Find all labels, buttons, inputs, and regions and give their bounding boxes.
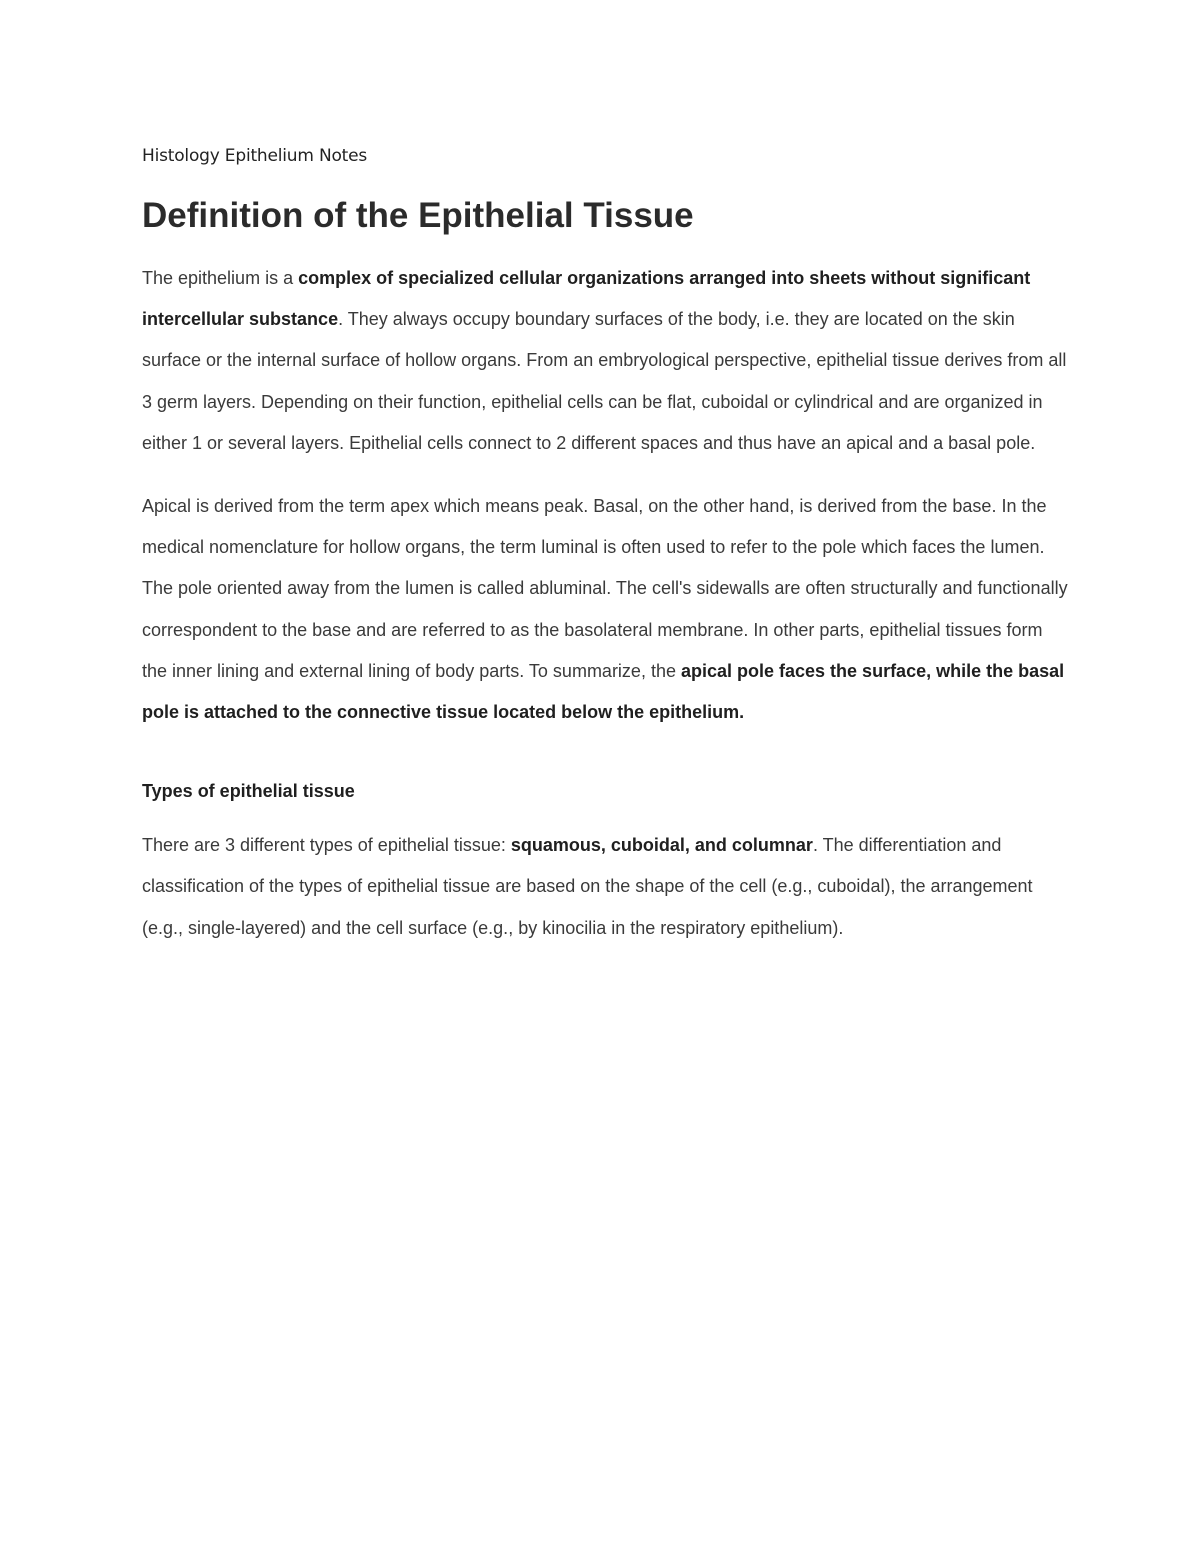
- document-body: [142, 144, 1072, 949]
- paragraph-definition: [142, 258, 1072, 464]
- paragraph-text: Apical is derived from the term apex which means peak. Basal, on the other hand, is derived from the base. In the medical nomenclature for hollow organs, the term luminal is often used to refer to the pole which faces the lumen. The pole oriented away from the lumen is called abluminal. The cell's sidewalls are often structurally and functionally correspondent to the base and are referred to as the basolateral membrane. In other parts, epithelial tissues form the inner lining and external lining of body parts. To summarize, the: [142, 496, 1068, 681]
- paragraph-apical-basal: [142, 486, 1072, 733]
- paragraph-bold-text: complex of specialized cellular organizations arranged into sheets without significant intercellular substance: [142, 268, 1031, 330]
- paragraph-types: [142, 825, 1072, 949]
- paragraph-text: . The differentiation and classification of the types of epithelial tissue are based on the shape of the cell (e.g., cuboidal), the arrangement (e.g., single-layered) and the cell surface (e.g., by kinocilia in the respiratory epithelium).: [142, 835, 1033, 938]
- paragraph-bold-text: squamous, cuboidal, and columnar: [510, 835, 813, 856]
- paragraph-text: There are 3 different types of epithelial tissue:: [142, 835, 511, 856]
- paragraph-text: . They always occupy boundary surfaces of the body, i.e. they are located on the skin surface or the internal surface of hollow organs. From an embryological perspective, epithelial tissue derives from all 3 germ layers. Depending on their function, epithelial cells can be flat, cuboidal or cylindrical and are organized in either 1 or several layers. Epithelial cells connect to 2 different spaces and thus have an apical and a basal pole.: [142, 309, 1067, 453]
- section-heading: Definition of the Epithelial Tissue: [142, 196, 694, 235]
- paragraph-text: The epithelium is a: [142, 268, 299, 288]
- subheading-types: Types of epithelial tissue: [142, 781, 355, 802]
- document-title: Histology Epithelium Notes: [142, 146, 368, 166]
- paragraph-bold-text: apical pole faces the surface, while the basal pole is attached to the connective tissue located below the epithelium.: [142, 660, 1065, 723]
